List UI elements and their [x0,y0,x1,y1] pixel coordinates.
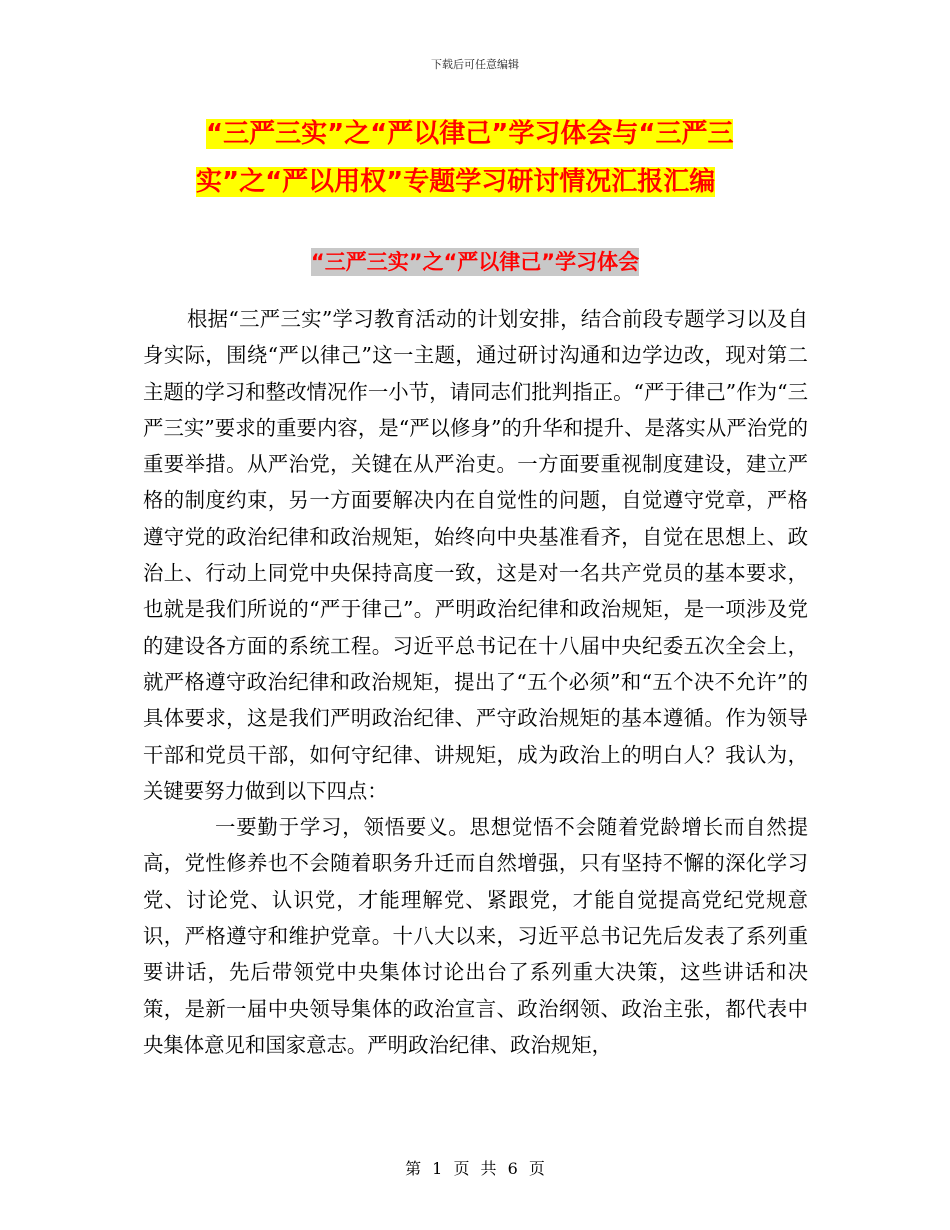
section-title-text: “三严三实”之“严以律己”学习体会 [310,250,640,274]
document-title-line-2: 实”之“严以用权”专题学习研讨情况汇报汇编 [196,167,716,197]
section-title [0,246,950,276]
document-title [196,110,796,206]
body-paragraph: 根据“三严三实”学习教育活动的计划安排，结合前段专题学习以及自身实际，围绕“严以律己”这一主题，通过研讨沟通和边学边改，现对第二主题的学习和整改情况作一小节，请同志们批判指正。“严于律己”作为“三严三实”要求的重要内容，是“严以修身”的升华和提升、是落实从严治党的重要举措。从严治党，关键在从严治吏。一方面要重视制度建设，建立严格的制度约束，另一方面要解决内在自觉性的问题，自觉遵守党章，严格遵守党的政治纪律和政治规矩，始终向中央基准看齐，自觉在思想上、政治上、行动上同党中央保持高度一致，这是对一名共产党员的基本要求，也就是我们所说的“严于律己”。严明政治纪律和政治规矩，是一项涉及党的建设各方面的系统工程。习近平总书记在十八届中央纪委五次全会上，就严格遵守政治纪律和政治规矩，提出了“五个必须”和“五个决不允许”的具体要求，这是我们严明政治纪律、严守政治规矩的基本遵循。作为领导干部和党员干部，如何守纪律、讲规矩，成为政治上的明白人？我认为，关键要努力做到以下四点： [143,307,808,803]
body-paragraph: 一要勤于学习，领悟要义。思想觉悟不会随着党龄增长而自然提高，党性修养也不会随着职务升迁而自然增强，只有坚持不懈的深化学习党、讨论党、认识党，才能理解党、紧跟党，才能自觉提高党纪党规意识，严格遵守和维护党章。十八大以来，习近平总书记先后发表了系列重要讲话，先后带领党中央集体讨论出台了系列重大决策，这些讲话和决策，是新一届中央领导集体的政治宣言、政治纲领、政治主张，都代表中央集体意见和国家意志。严明政治纪律、政治规矩， [143,815,808,1057]
page-number: 第 1 页 共 6 页 [405,1159,545,1178]
document-body [143,301,808,1063]
document-title-line-1: “三严三实”之“严以律己”学习体会与“三严三 [206,119,734,149]
page-header-note: 下载后可任意编辑 [431,58,519,71]
